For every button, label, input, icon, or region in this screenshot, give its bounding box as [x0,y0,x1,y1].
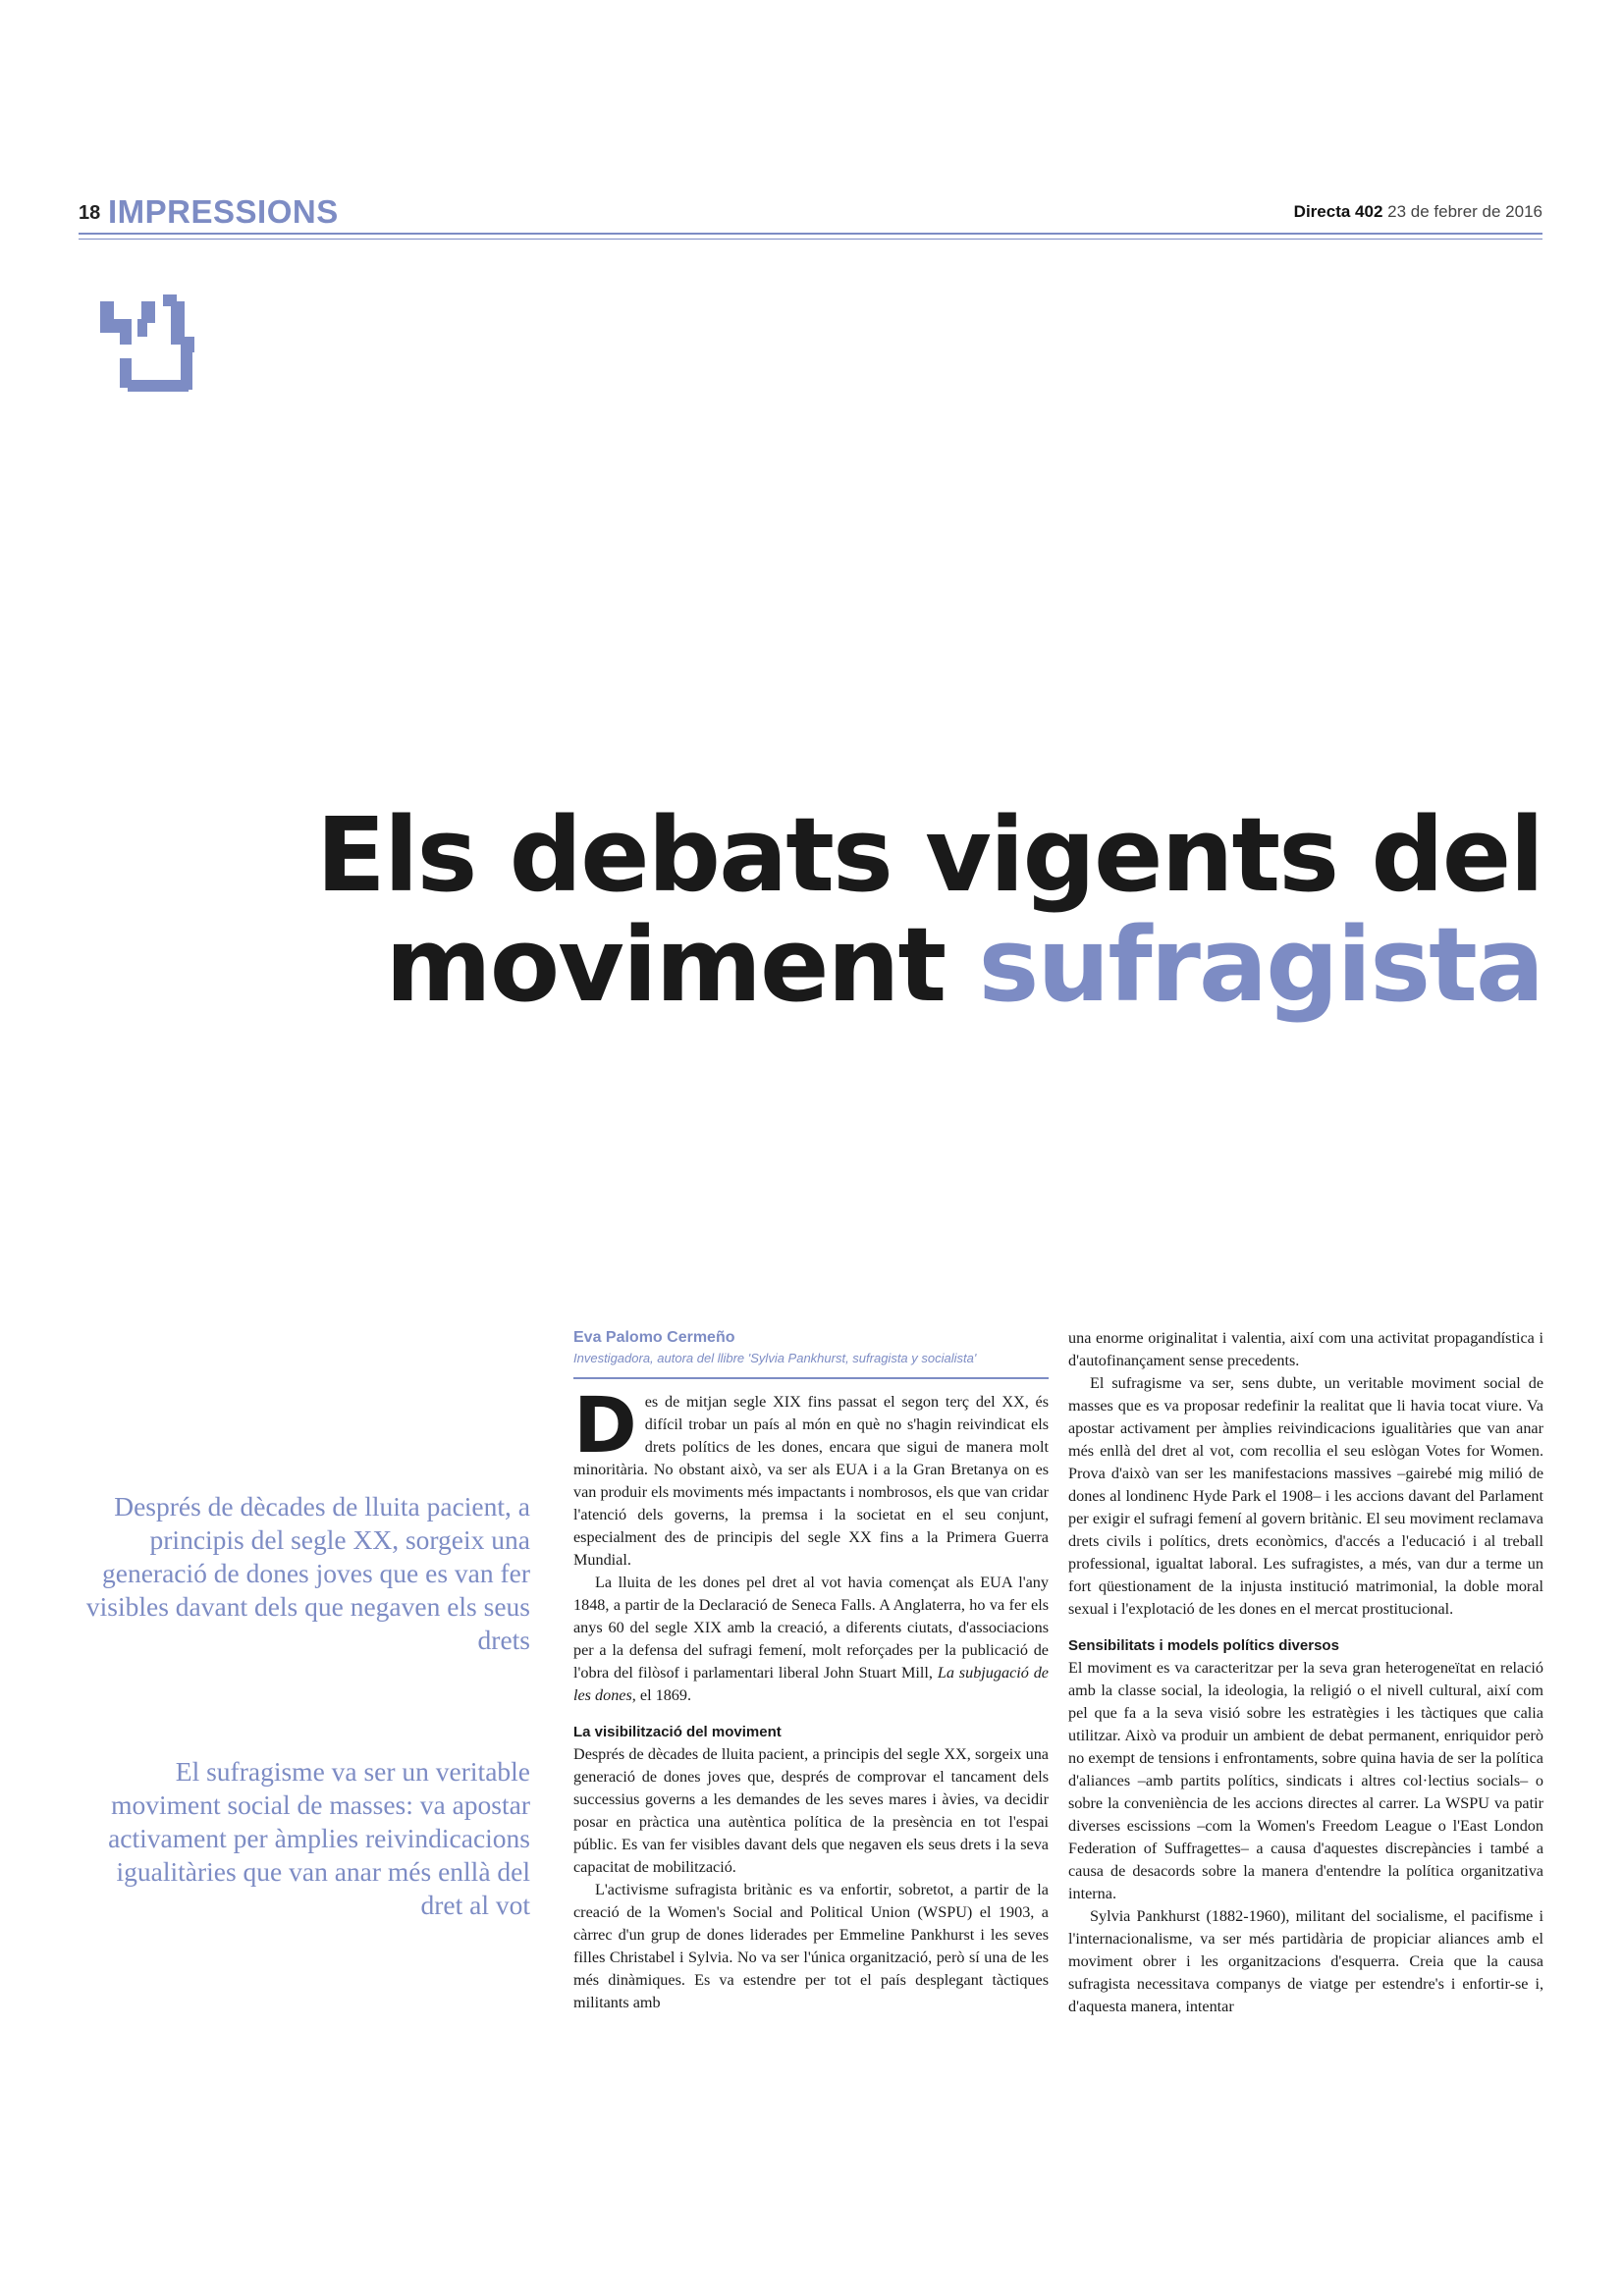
article-column-1 [573,1327,1049,2014]
title-line-2 [266,905,1542,1025]
header-rule-bottom [79,239,1542,240]
title-line-1: Els debats vigents del [315,795,1542,915]
paragraph-6: El sufragisme va ser, sens dubte, un veritable moviment social de masses que es va proposar redefinir la realitat que li havia tocat viure. Va apostar activament per àmplies reivindicacions igualitàries que van anar més enllà del dret al vot, com recollia el seu eslògan Votes for Women. Prova d'això van ser les manifestacions massives –gairebé mig milió de dones al londinenc Hyde Park el 1908– i les accions davant del Parlament per exigir el sufragi femení al govern britànic. El seu moviment reclamava drets civils i polítics, drets econòmics, d'accés a l'educació i al treball professional, igualtat laboral. Les sufragistes, a més, van dur a terme un fort qüestionament de la injusta institució matrimonial, la doble moral sexual i l'explotació de les dones en el mercat prostitucional. [1068,1374,1543,1618]
subheading-1: La visibilització del moviment [573,1724,782,1740]
profile-quote-logo-icon [94,290,222,407]
article-column-2 [1068,1327,1543,2018]
article-title [266,795,1542,1025]
header-rule-top [79,233,1542,235]
publication-name: Directa 402 [1293,202,1383,221]
page-number: 18 [79,202,101,224]
publication-date: 23 de febrer de 2016 [1387,202,1542,221]
drop-cap: D [573,1382,637,1470]
paragraph-2-end: , el 1869. [631,1686,692,1704]
author-rule [573,1377,1049,1379]
paragraph-1-text: es de mitjan segle XIX fins passat el segon terç del XX, és difícil trobar un país al món en què no s'hagin reivindicat els drets polítics de les dones, encara que sigui de manera molt minoritària. No obstant això, va ser als EUA i a la Gran Bretanya on es van produir els moviments més impactants i nombrosos, els que van cridar l'atenció dels governs, la premsa i la societat en el seu conjunt, especialment des de principis del segle XX fins a la Primera Guerra Mundial. [573,1393,1049,1569]
title-accent-word: sufragista [978,905,1542,1025]
paragraph-3: Després de dècades de lluita pacient, a principis del segle XX, sorgeix una generació de dones joves que, després de comprovar el tancament dels successius governs a les demandes de les seves mares i àvies, va decidir posar en pràctica una autèntica política de la presència en tot l'espai públic. Es van fer visibles davant dels que negaven els seus drets i la seva capacitat de mobilització. [573,1745,1049,1876]
book-title: La subjugació de les dones [573,1664,1049,1704]
section-title: IMPRESSIONS [108,193,339,230]
paragraph-2 [573,1572,1049,1707]
paragraph-8: Sylvia Pankhurst (1882-1960), militant del socialisme, el pacifisme i l'internacionalisme, va ser més partidària de propiciar aliances amb el moviment obrer i les organitzacions d'esquerra. Creia que la causa sufragista necessitava companys de viatge per estendre's i enfortir-se i, d'aquesta manera, intentar [1068,1907,1543,2015]
pull-quote-2: El sufragisme va ser un veritable moviment social de masses: va apostar activament per àmplies reivindicacions igualitàries que van anar més enllà del dret al vot [108,1756,530,1920]
paragraph-5: una enorme originalitat i valentia, així com una activitat propagandística i d'autofinançament sense precedents. [1068,1329,1543,1369]
paragraph-7: El moviment es va caracteritzar per la seva gran heterogeneïtat en relació amb la classe social, la ideologia, la religió o el nivell cultural, així com pel que fa a la seva visió sobre les estratègies i les tàctiques que calia utilitzar. Això va produir un ambient de debat permanent, enriquidor però no exempt de tensions i enfrontaments, sobre quina havia de ser la política d'aliances –amb partits polítics, sindicats i altres col·lectius socials– o sobre la conveniència de les accions directes al carrer. La WSPU va patir diverses escissions –com la Women's Freedom League o l'East London Federation of Suffragettes– a causa d'aquestes discrepàncies i també a causa de desacords sobre la manera d'entendre la política organitzativa interna. [1068,1659,1543,1902]
issue-info [1294,202,1542,222]
paragraph-2-text: La lluita de les dones pel dret al vot havia començat als EUA l'any 1848, a partir de la Declaració de Seneca Falls. A Anglaterra, ho va fer els anys 60 del segle XIX amb la creació, a diferents ciutats, d'associacions per a la defensa del sufragi femení, molt reforçades per la publicació de l'obra del filòsof i parlamentari liberal John Stuart Mill, [573,1574,1049,1682]
paragraph-1 [573,1382,1049,1572]
paragraph-4: L'activisme sufragista britànic es va enfortir, sobretot, a partir de la creació de la Women's Social and Political Union (WSPU) el 1903, a càrrec d'un grup de dones liderades per Emmeline Pankhurst i les seves filles Christabel i Sylvia. No va ser l'única organització, però sí una de les més dinàmiques. Es va estendre per tot el país desplegant tàctiques militants amb [573,1881,1049,2011]
author-role: Investigadora, autora del llibre 'Sylvia Pankhurst, sufragista y socialista' [573,1351,977,1365]
title-main-word: moviment [385,905,979,1025]
author-name: Eva Palomo Cermeño [573,1329,735,1346]
subheading-2: Sensibilitats i models polítics diversos [1068,1637,1339,1654]
pull-quote-1: Després de dècades de lluita pacient, a principis del segle XX, sorgeix una generació de dones joves que es van fer visibles davant dels que negaven els seus drets [85,1491,530,1655]
